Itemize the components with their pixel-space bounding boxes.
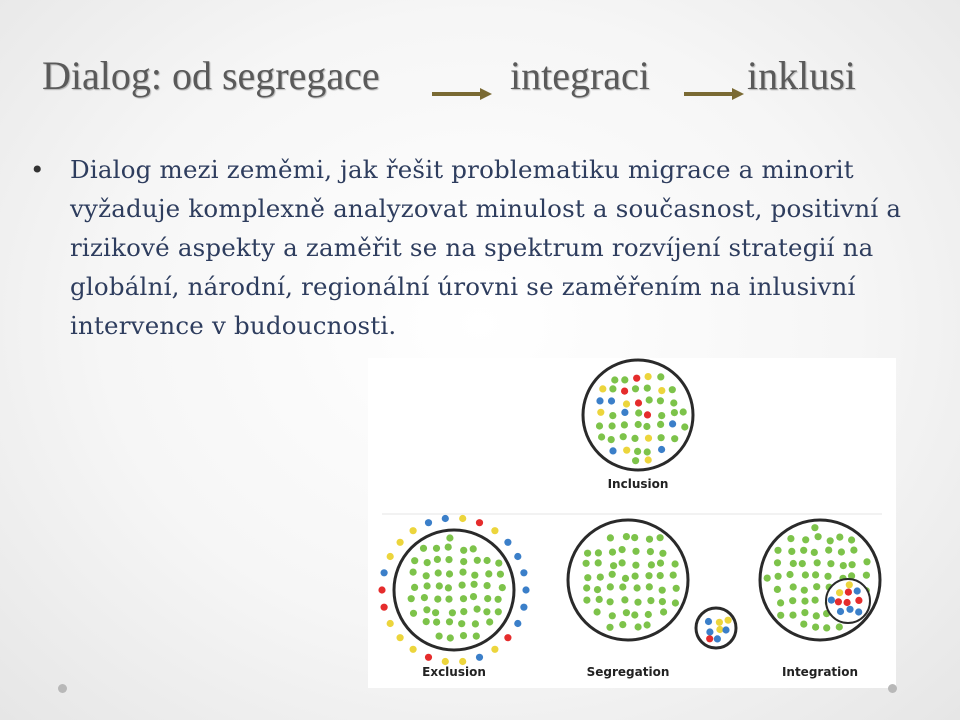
- integration-dot: [813, 583, 820, 590]
- integration-minority-dot: [844, 599, 851, 606]
- exclusion-outside-dot: [514, 553, 521, 560]
- inclusion-dot: [657, 421, 664, 428]
- exclusion-dot: [432, 609, 439, 616]
- segregation-dot: [583, 560, 590, 567]
- segregation-dot: [609, 549, 616, 556]
- segregation-dot: [631, 534, 638, 541]
- exclusion-outside-dot: [459, 515, 466, 522]
- exclusion-dot: [423, 606, 430, 613]
- inclusion-dot: [670, 399, 677, 406]
- inclusion-dot: [621, 421, 628, 428]
- segregation-dot: [672, 560, 679, 567]
- integration-dot: [823, 624, 830, 631]
- integration-dot: [838, 548, 845, 555]
- exclusion-dot: [408, 595, 415, 602]
- exclusion-outside-dot: [442, 515, 449, 522]
- integration-dot: [812, 624, 819, 631]
- inclusion-dot: [680, 408, 687, 415]
- integration-dot: [789, 612, 796, 619]
- segregation-dot: [606, 624, 613, 631]
- segregation-dot: [607, 598, 614, 605]
- segregation-dot: [660, 608, 667, 615]
- inclusion-dot: [644, 385, 651, 392]
- segregation-dot: [583, 584, 590, 591]
- integration-minority-dot: [828, 597, 835, 604]
- integration-dot: [777, 612, 784, 619]
- inclusion-dot: [596, 422, 603, 429]
- integration-dot: [813, 612, 820, 619]
- segregation-dot: [594, 586, 601, 593]
- segregation-dot: [619, 621, 626, 628]
- exclusion-dot: [449, 609, 456, 616]
- segregation-dot: [646, 583, 653, 590]
- segregation-dot: [645, 572, 652, 579]
- inclusion-dot: [631, 435, 638, 442]
- integration-dot: [825, 547, 832, 554]
- segregation-dot: [670, 572, 677, 579]
- inclusion-dot: [643, 423, 650, 430]
- segregation-dot: [635, 623, 642, 630]
- exclusion-dot: [458, 620, 465, 627]
- exclusion-dot: [424, 582, 431, 589]
- segregation-dot: [623, 533, 630, 540]
- integration-dot: [815, 533, 822, 540]
- exclusion-outside-dot: [522, 586, 529, 593]
- exclusion-outside-dot: [410, 527, 417, 534]
- exclusion-outside-dot: [504, 539, 511, 546]
- exclusion-dot: [470, 593, 477, 600]
- integration-minority-dot: [835, 598, 842, 605]
- integration-minority-dot: [855, 608, 862, 615]
- integration-dot: [801, 609, 808, 616]
- exclusion-dot: [445, 544, 452, 551]
- exclusion-dot: [446, 618, 453, 625]
- integration-dot: [812, 571, 819, 578]
- inclusion-dot: [644, 448, 651, 455]
- label-integration: Integration: [781, 665, 859, 679]
- segregation-dot: [673, 585, 680, 592]
- segregation-dot: [609, 612, 616, 619]
- integration-dot: [774, 586, 781, 593]
- integration-dot: [824, 573, 831, 580]
- segregation-minority-dot: [716, 619, 723, 626]
- segregation-dot: [597, 574, 604, 581]
- integration-dot: [840, 562, 847, 569]
- integration-dot: [811, 549, 818, 556]
- segregation-dot: [583, 597, 590, 604]
- exclusion-dot: [411, 557, 418, 564]
- inclusion-dot: [658, 387, 665, 394]
- exclusion-dot: [473, 633, 480, 640]
- inclusion-dot: [635, 399, 642, 406]
- decorative-dot: [58, 684, 67, 693]
- integration-dot: [800, 621, 807, 628]
- inclusion-dot: [632, 457, 639, 464]
- integration-dot: [863, 572, 870, 579]
- exclusion-dot: [446, 570, 453, 577]
- inclusion-dot: [621, 376, 628, 383]
- exclusion-outside-dot: [520, 604, 527, 611]
- segregation-dot: [631, 611, 638, 618]
- integration-dot: [788, 548, 795, 555]
- inclusion-dot: [623, 400, 630, 407]
- segregation-dot: [595, 559, 602, 566]
- segregation-dot: [607, 534, 614, 541]
- exclusion-dot: [459, 569, 466, 576]
- exclusion-dot: [434, 596, 441, 603]
- inclusion-dot: [632, 385, 639, 392]
- exclusion-dot: [423, 572, 430, 579]
- exclusion-outside-dot: [476, 519, 483, 526]
- title-segregace: Dialog: od segregace: [42, 53, 380, 98]
- inclusion-dot: [645, 435, 652, 442]
- segregation-dot: [609, 571, 616, 578]
- exclusion-dot: [460, 558, 467, 565]
- exclusion-dot: [420, 545, 427, 552]
- integration-minority-dot: [846, 581, 853, 588]
- exclusion-dot: [424, 559, 431, 566]
- segregation-dot: [657, 560, 664, 567]
- integration-minority-dot: [855, 597, 862, 604]
- integration-minority-dot: [846, 606, 853, 613]
- exclusion-outside-dot: [514, 620, 521, 627]
- inclusion-dot: [609, 385, 616, 392]
- segregation-dot: [646, 536, 653, 543]
- segregation-minority-dot: [722, 626, 729, 633]
- inclusion-dot: [658, 412, 665, 419]
- exclusion-dot: [411, 584, 418, 591]
- segregation-dot: [621, 596, 628, 603]
- exclusion-dot: [447, 634, 454, 641]
- segregation-dot: [657, 572, 664, 579]
- exclusion-dot: [484, 582, 491, 589]
- segregation-dot: [619, 546, 626, 553]
- exclusion-outside-dot: [491, 527, 498, 534]
- inclusion-dot: [644, 411, 651, 418]
- inclusion-dot: [599, 385, 606, 392]
- title-integraci: integraci: [510, 53, 650, 98]
- segregation-dot: [659, 598, 666, 605]
- exclusion-outside-dot: [410, 646, 417, 653]
- exclusion-dot: [497, 571, 504, 578]
- integration-dot: [801, 587, 808, 594]
- exclusion-outside-dot: [387, 620, 394, 627]
- segregation-minority-dot: [714, 635, 721, 642]
- exclusion-outside-dot: [504, 634, 511, 641]
- inclusion-dot: [597, 409, 604, 416]
- exclusion-dot: [484, 595, 491, 602]
- inclusion-dot: [608, 436, 615, 443]
- label-exclusion: Exclusion: [422, 665, 486, 679]
- exclusion-outside-dot: [397, 634, 404, 641]
- integration-dot: [802, 571, 809, 578]
- inclusion-dot: [609, 422, 616, 429]
- exclusion-dot: [436, 582, 443, 589]
- segregation-dot: [595, 549, 602, 556]
- inclusion-dot: [634, 448, 641, 455]
- integration-dot: [787, 535, 794, 542]
- exclusion-dot: [460, 547, 467, 554]
- integration-dot: [850, 547, 857, 554]
- exclusion-dot: [484, 557, 491, 564]
- integration-dot: [836, 534, 843, 541]
- exclusion-dot: [486, 618, 493, 625]
- exclusion-dot: [471, 572, 478, 579]
- segregation-dot: [623, 609, 630, 616]
- exclusion-outside-dot: [459, 658, 466, 665]
- exclusion-dot: [445, 556, 452, 563]
- integration-dot: [814, 559, 821, 566]
- exclusion-dot: [495, 560, 502, 567]
- integration-dot: [786, 571, 793, 578]
- exclusion-dot: [470, 545, 477, 552]
- exclusion-outside-dot: [476, 654, 483, 661]
- segregation-minority-dot: [706, 635, 713, 642]
- exclusion-circle: [394, 530, 514, 650]
- inclusion-dot: [669, 420, 676, 427]
- integration-dot: [849, 561, 856, 568]
- integration-dot: [836, 623, 843, 630]
- integration-dot: [827, 537, 834, 544]
- exclusion-dot: [410, 610, 417, 617]
- integration-minority-dot: [854, 587, 861, 594]
- inclusion-dot: [645, 456, 652, 463]
- exclusion-outside-dot: [425, 519, 432, 526]
- title-inklusi: inklusi: [747, 53, 856, 98]
- integration-dot: [790, 583, 797, 590]
- integration-dot: [775, 573, 782, 580]
- exclusion-outside-dot: [520, 569, 527, 576]
- inclusion-dot: [671, 435, 678, 442]
- arrow-right-icon: [682, 84, 746, 100]
- segregation-dot: [647, 548, 654, 555]
- inclusion-dot: [646, 396, 653, 403]
- segregation-dot: [607, 583, 614, 590]
- label-inclusion: Inclusion: [607, 477, 669, 491]
- arrow-right-icon: [430, 84, 494, 100]
- inclusion-dot: [669, 386, 676, 393]
- segregation-dot: [634, 584, 641, 591]
- segregation-minority-dot: [716, 626, 723, 633]
- exclusion-outside-dot: [381, 604, 388, 611]
- inclusion-dot: [596, 397, 603, 404]
- integration-dot: [764, 575, 771, 582]
- exclusion-dot: [436, 633, 443, 640]
- exclusion-dot: [495, 608, 502, 615]
- inclusion-dot: [635, 409, 642, 416]
- exclusion-dot: [410, 569, 417, 576]
- exclusion-dot: [495, 596, 502, 603]
- segregation-dot: [672, 599, 679, 606]
- segregation-dot: [634, 599, 641, 606]
- inclusion-dot: [657, 373, 664, 380]
- segregation-dot: [610, 562, 617, 569]
- decorative-dot: [888, 684, 897, 693]
- exclusion-outside-dot: [442, 658, 449, 665]
- inclusion-dot: [623, 447, 630, 454]
- integration-dot: [774, 547, 781, 554]
- bullet-item: • Dialog mezi zeměmi, jak řešit problematiku migrace a minorit vyžaduje komplexně analyzovat minulost a současnost, positivní a rizikové aspekty a zaměřit se na spektrum rozvíjení strategií na globální, národní, regionální úrovni se zaměřením na inlusivní intervence v budoucnosti.: [28, 150, 908, 345]
- segregation-dot: [657, 534, 664, 541]
- inclusion-dot: [598, 433, 605, 440]
- inclusion-dot: [609, 412, 616, 419]
- integration-dot: [800, 547, 807, 554]
- segregation-dot: [619, 559, 626, 566]
- segregation-minority-dot: [705, 618, 712, 625]
- exclusion-outside-dot: [387, 553, 394, 560]
- segregation-dot: [645, 611, 652, 618]
- inclusion-dot: [633, 375, 640, 382]
- exclusion-dot: [485, 570, 492, 577]
- segregation-dot: [659, 550, 666, 557]
- inclusion-dot: [657, 397, 664, 404]
- integration-dot: [777, 599, 784, 606]
- segregation-dot: [647, 597, 654, 604]
- integration-dot: [799, 560, 806, 567]
- exclusion-dot: [471, 581, 478, 588]
- label-segregation: Segregation: [586, 665, 670, 679]
- segregation-dot: [632, 548, 639, 555]
- exclusion-dot: [460, 595, 467, 602]
- segregation-dot: [632, 573, 639, 580]
- integration-dot: [802, 536, 809, 543]
- inclusion-dot: [681, 423, 688, 430]
- inclusion-dot: [608, 397, 615, 404]
- bullet-list: [28, 150, 908, 345]
- segregation-dot: [596, 596, 603, 603]
- segregation-dot: [594, 608, 601, 615]
- exclusion-outside-dot: [397, 539, 404, 546]
- exclusion-dot: [460, 632, 467, 639]
- integration-minority-dot: [836, 589, 843, 596]
- exclusion-dot: [499, 584, 506, 591]
- exclusion-dot: [445, 584, 452, 591]
- exclusion-dot: [474, 557, 481, 564]
- inclusion-dot: [609, 447, 616, 454]
- inclusion-dot: [645, 373, 652, 380]
- segregation-dot: [644, 621, 651, 628]
- exclusion-outside-dot: [491, 646, 498, 653]
- segregation-dot: [584, 550, 591, 557]
- integration-dot: [801, 598, 808, 605]
- exclusion-outside-dot: [378, 586, 385, 593]
- integration-dot: [848, 536, 855, 543]
- segregation-dot: [648, 561, 655, 568]
- integration-dot: [789, 597, 796, 604]
- exclusion-dot: [472, 620, 479, 627]
- inclusion-dot: [620, 433, 627, 440]
- inclusion-diagram: [368, 358, 896, 688]
- segregation-dot: [584, 574, 591, 581]
- exclusion-dot: [435, 569, 442, 576]
- inclusion-dot: [611, 376, 618, 383]
- exclusion-dot: [446, 534, 453, 541]
- exclusion-dot: [459, 582, 466, 589]
- inclusion-dot: [635, 421, 642, 428]
- integration-dot: [811, 524, 818, 531]
- exclusion-dot: [434, 556, 441, 563]
- segregation-dot: [632, 562, 639, 569]
- exclusion-dot: [433, 619, 440, 626]
- exclusion-dot: [445, 596, 452, 603]
- exclusion-dot: [421, 594, 428, 601]
- integration-dot: [774, 559, 781, 566]
- exclusion-dot: [483, 608, 490, 615]
- inclusion-dot: [658, 434, 665, 441]
- integration-minority-dot: [837, 608, 844, 615]
- exclusion-outside-dot: [381, 569, 388, 576]
- inclusion-dot: [621, 388, 628, 395]
- inclusion-dot: [658, 446, 665, 453]
- exclusion-dot: [423, 618, 430, 625]
- integration-dot: [863, 558, 870, 565]
- exclusion-dot: [460, 608, 467, 615]
- segregation-dot: [622, 575, 629, 582]
- segregation-dot: [659, 587, 666, 594]
- segregation-minority-dot: [706, 628, 713, 635]
- integration-dot: [790, 560, 797, 567]
- inclusion-dot: [671, 409, 678, 416]
- integration-minority-dot: [845, 589, 852, 596]
- exclusion-dot: [474, 606, 481, 613]
- exclusion-outside-dot: [425, 654, 432, 661]
- segregation-minority-dot: [725, 617, 732, 624]
- integration-dot: [812, 597, 819, 604]
- integration-dot: [827, 560, 834, 567]
- inclusion-dot: [621, 409, 628, 416]
- segregation-dot: [619, 583, 626, 590]
- exclusion-dot: [433, 545, 440, 552]
- diagram-svg: [368, 358, 896, 688]
